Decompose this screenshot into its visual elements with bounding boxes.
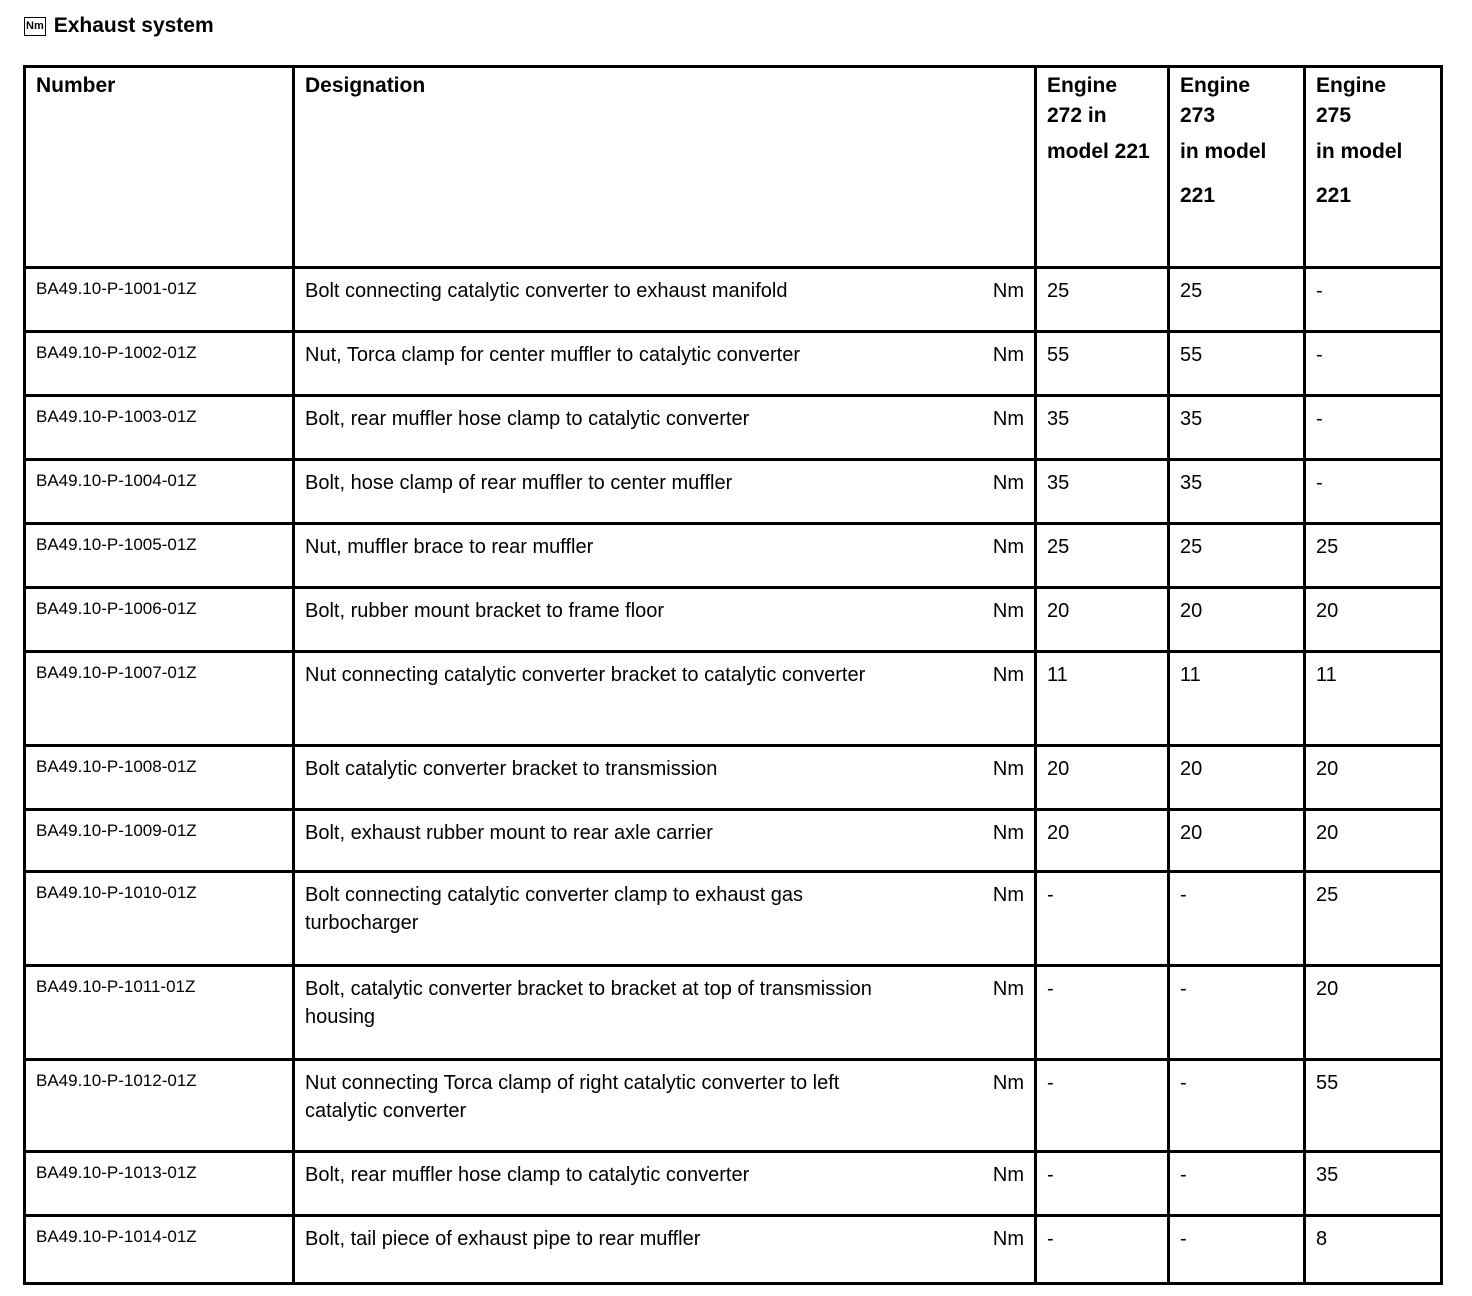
value-engine-273: - (1169, 872, 1305, 966)
value-engine-272: - (1036, 872, 1169, 966)
value-engine-273: 25 (1169, 524, 1305, 588)
part-number: BA49.10-P-1006-01Z (25, 588, 294, 652)
unit-label: Nm (992, 1164, 1024, 1186)
unit-label: Nm (992, 758, 1024, 780)
value-engine-275: 11 (1305, 652, 1442, 746)
value-engine-275: 20 (1305, 746, 1442, 810)
designation-text: Bolt connecting catalytic converter to exhaust manifold (305, 280, 788, 302)
part-number: BA49.10-P-1007-01Z (25, 652, 294, 746)
designation-text: Bolt, rubber mount bracket to frame floor (305, 600, 665, 622)
value-engine-275: 8 (1305, 1216, 1442, 1284)
value-engine-272: 20 (1036, 588, 1169, 652)
value-engine-273: - (1169, 966, 1305, 1060)
unit-label: Nm (992, 280, 1024, 302)
designation-cell (294, 966, 1036, 1060)
value-engine-275: 20 (1305, 966, 1442, 1060)
part-number: BA49.10-P-1004-01Z (25, 460, 294, 524)
table-row (25, 872, 1442, 966)
value-engine-272: 11 (1036, 652, 1169, 746)
designation-cell (294, 652, 1036, 746)
value-engine-273: - (1169, 1216, 1305, 1284)
designation-cell (294, 588, 1036, 652)
designation-cell (294, 872, 1036, 966)
unit-label: Nm (992, 1228, 1024, 1250)
unit-label: Nm (992, 600, 1024, 622)
value-engine-272: - (1036, 1152, 1169, 1216)
designation-cell (294, 460, 1036, 524)
designation-cell (294, 746, 1036, 810)
designation-cell (294, 810, 1036, 872)
section-title (24, 14, 214, 38)
value-engine-275: 25 (1305, 872, 1442, 966)
header-number: Number (25, 67, 294, 268)
designation-cell (294, 1152, 1036, 1216)
part-number: BA49.10-P-1003-01Z (25, 396, 294, 460)
designation-text: Bolt catalytic converter bracket to transmission (305, 758, 718, 780)
value-engine-275: 35 (1305, 1152, 1442, 1216)
value-engine-272: 35 (1036, 396, 1169, 460)
designation-cell (294, 524, 1036, 588)
designation-cell (294, 268, 1036, 332)
designation-text: Bolt, hose clamp of rear muffler to center muffler (305, 472, 733, 494)
designation-text: Nut connecting catalytic converter bracket to catalytic converter (305, 664, 866, 686)
table-row (25, 396, 1442, 460)
value-engine-275: - (1305, 460, 1442, 524)
table-row (25, 524, 1442, 588)
table-row (25, 810, 1442, 872)
designation-text: Bolt, catalytic converter bracket to bracket at top of transmission housing (305, 978, 872, 1028)
value-engine-275: 55 (1305, 1060, 1442, 1152)
designation-cell (294, 332, 1036, 396)
part-number: BA49.10-P-1012-01Z (25, 1060, 294, 1152)
value-engine-275: 20 (1305, 810, 1442, 872)
unit-label: Nm (992, 664, 1024, 686)
designation-text: Nut connecting Torca clamp of right catalytic converter to left catalytic converter (305, 1072, 840, 1122)
part-number: BA49.10-P-1013-01Z (25, 1152, 294, 1216)
value-engine-272: - (1036, 1216, 1169, 1284)
value-engine-273: 20 (1169, 588, 1305, 652)
designation-cell (294, 1060, 1036, 1152)
table-header-row (25, 67, 1442, 268)
value-engine-273: - (1169, 1152, 1305, 1216)
designation-cell (294, 1216, 1036, 1284)
part-number: BA49.10-P-1014-01Z (25, 1216, 294, 1284)
header-engine-272: Engine 272 in model 221 (1036, 67, 1169, 268)
part-number: BA49.10-P-1005-01Z (25, 524, 294, 588)
torque-table (23, 65, 1443, 1285)
value-engine-273: 20 (1169, 810, 1305, 872)
part-number: BA49.10-P-1002-01Z (25, 332, 294, 396)
value-engine-272: 20 (1036, 810, 1169, 872)
value-engine-273: 11 (1169, 652, 1305, 746)
value-engine-273: 55 (1169, 332, 1305, 396)
unit-label: Nm (992, 536, 1024, 558)
designation-text: Bolt, exhaust rubber mount to rear axle carrier (305, 822, 713, 844)
value-engine-273: 25 (1169, 268, 1305, 332)
value-engine-272: 25 (1036, 268, 1169, 332)
designation-text: Bolt, tail piece of exhaust pipe to rear muffler (305, 1228, 701, 1250)
value-engine-275: - (1305, 332, 1442, 396)
value-engine-272: 35 (1036, 460, 1169, 524)
designation-text: Bolt, rear muffler hose clamp to catalytic converter (305, 408, 750, 430)
header-designation: Designation (294, 67, 1036, 268)
table-row (25, 268, 1442, 332)
value-engine-272: - (1036, 966, 1169, 1060)
table-row (25, 746, 1442, 810)
value-engine-272: 25 (1036, 524, 1169, 588)
table-row (25, 460, 1442, 524)
value-engine-273: 20 (1169, 746, 1305, 810)
table-row (25, 966, 1442, 1060)
table-row (25, 588, 1442, 652)
designation-text: Bolt connecting catalytic converter clamp to exhaust gas turbocharger (305, 884, 804, 934)
torque-nm-icon: Nm (24, 17, 46, 36)
designation-text: Nut, Torca clamp for center muffler to catalytic converter (305, 344, 801, 366)
value-engine-275: - (1305, 396, 1442, 460)
part-number: BA49.10-P-1010-01Z (25, 872, 294, 966)
value-engine-275: - (1305, 268, 1442, 332)
header-engine-275: Engine 275 in model 221 (1305, 67, 1442, 268)
designation-text: Bolt, rear muffler hose clamp to catalytic converter (305, 1164, 750, 1186)
unit-label: Nm (992, 408, 1024, 430)
page-title: Exhaust system (53, 14, 214, 37)
designation-cell (294, 396, 1036, 460)
unit-label: Nm (992, 1072, 1024, 1094)
value-engine-273: 35 (1169, 396, 1305, 460)
unit-label: Nm (992, 472, 1024, 494)
value-engine-272: 20 (1036, 746, 1169, 810)
part-number: BA49.10-P-1008-01Z (25, 746, 294, 810)
table-row (25, 1060, 1442, 1152)
table-row (25, 1216, 1442, 1284)
header-engine-273: Engine 273 in model 221 (1169, 67, 1305, 268)
value-engine-272: - (1036, 1060, 1169, 1152)
part-number: BA49.10-P-1009-01Z (25, 810, 294, 872)
part-number: BA49.10-P-1001-01Z (25, 268, 294, 332)
value-engine-275: 20 (1305, 588, 1442, 652)
value-engine-275: 25 (1305, 524, 1442, 588)
designation-text: Nut, muffler brace to rear muffler (305, 536, 594, 558)
unit-label: Nm (992, 344, 1024, 366)
table-row (25, 1152, 1442, 1216)
value-engine-273: 35 (1169, 460, 1305, 524)
unit-label: Nm (992, 822, 1024, 844)
table-row (25, 652, 1442, 746)
part-number: BA49.10-P-1011-01Z (25, 966, 294, 1060)
value-engine-273: - (1169, 1060, 1305, 1152)
table-row (25, 332, 1442, 396)
value-engine-272: 55 (1036, 332, 1169, 396)
unit-label: Nm (992, 978, 1024, 1000)
unit-label: Nm (992, 884, 1024, 906)
